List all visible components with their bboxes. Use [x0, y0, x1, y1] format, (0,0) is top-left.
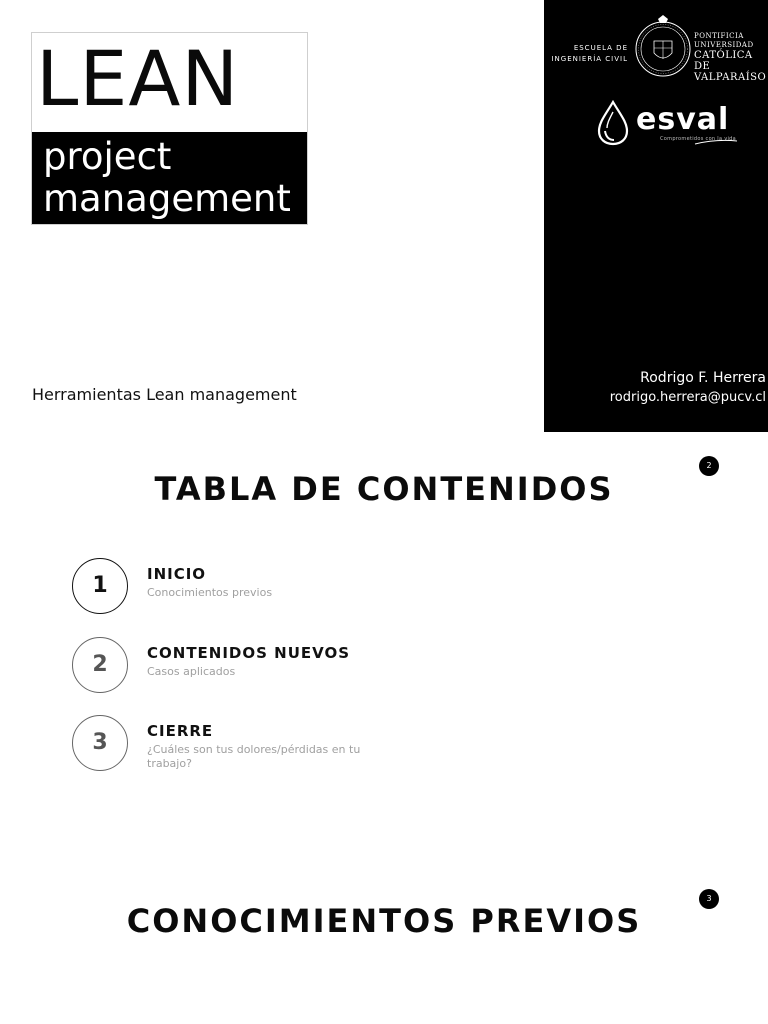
- esval-tagline: Comprometidos con la vida: [660, 136, 737, 142]
- logo-project-text: project: [43, 135, 172, 178]
- escuela-label: [544, 43, 628, 65]
- page-number-badge: 2: [699, 456, 719, 476]
- esval-swoosh-icon: [694, 138, 738, 146]
- toc-item-contenidos-nuevos[interactable]: [72, 637, 472, 697]
- toc-number-circle: 1: [72, 558, 128, 614]
- page-number-badge: 3: [699, 889, 719, 909]
- toc-number-circle: 3: [72, 715, 128, 771]
- pucv-line-4: VALPARAÍSO: [694, 72, 767, 83]
- toc-item-cierre[interactable]: [72, 715, 472, 775]
- table-of-contents-slide: [0, 434, 768, 824]
- toc-description: ¿Cuáles son tus dolores/pérdidas en tu trabajo?: [147, 743, 361, 770]
- logo-black-band: [32, 132, 307, 224]
- lean-project-management-logo: [31, 32, 308, 225]
- logo-management-text: management: [43, 177, 291, 220]
- esval-logo-text: esval: [636, 102, 730, 137]
- toc-heading: CIERRE: [147, 722, 214, 740]
- cover-subtitle: Herramientas Lean management: [32, 385, 297, 404]
- author-name: Rodrigo F. Herrera: [640, 370, 766, 386]
- pucv-line-3: CATÓLICA DE: [694, 50, 753, 72]
- water-drop-icon: [596, 100, 630, 146]
- slide-title: CONOCIMIENTOS PREVIOS: [126, 902, 642, 940]
- slide-title: TABLA DE CONTENIDOS: [154, 470, 614, 508]
- author-email[interactable]: rodrigo.herrera@pucv.cl: [609, 390, 766, 405]
- toc-heading: INICIO: [147, 565, 207, 583]
- sponsor-panel: [544, 0, 768, 432]
- university-seal-icon: [634, 13, 692, 79]
- logo-lean-text: LEAN: [36, 34, 240, 123]
- toc-description: Casos aplicados: [147, 665, 236, 678]
- toc-number-circle: 2: [72, 637, 128, 693]
- pucv-name: [694, 32, 768, 83]
- pucv-line-2: UNIVERSIDAD: [694, 41, 754, 49]
- pucv-line-1: PONTIFICIA: [694, 32, 744, 40]
- conocimientos-previos-slide: [0, 826, 768, 1024]
- escuela-line-1: ESCUELA DE: [573, 44, 628, 52]
- toc-heading: CONTENIDOS NUEVOS: [147, 644, 351, 662]
- toc-description: Conocimientos previos: [147, 586, 273, 599]
- toc-item-inicio[interactable]: [72, 558, 472, 618]
- escuela-line-2: INGENIERÍA CIVIL: [551, 55, 628, 63]
- cover-slide: [0, 0, 768, 432]
